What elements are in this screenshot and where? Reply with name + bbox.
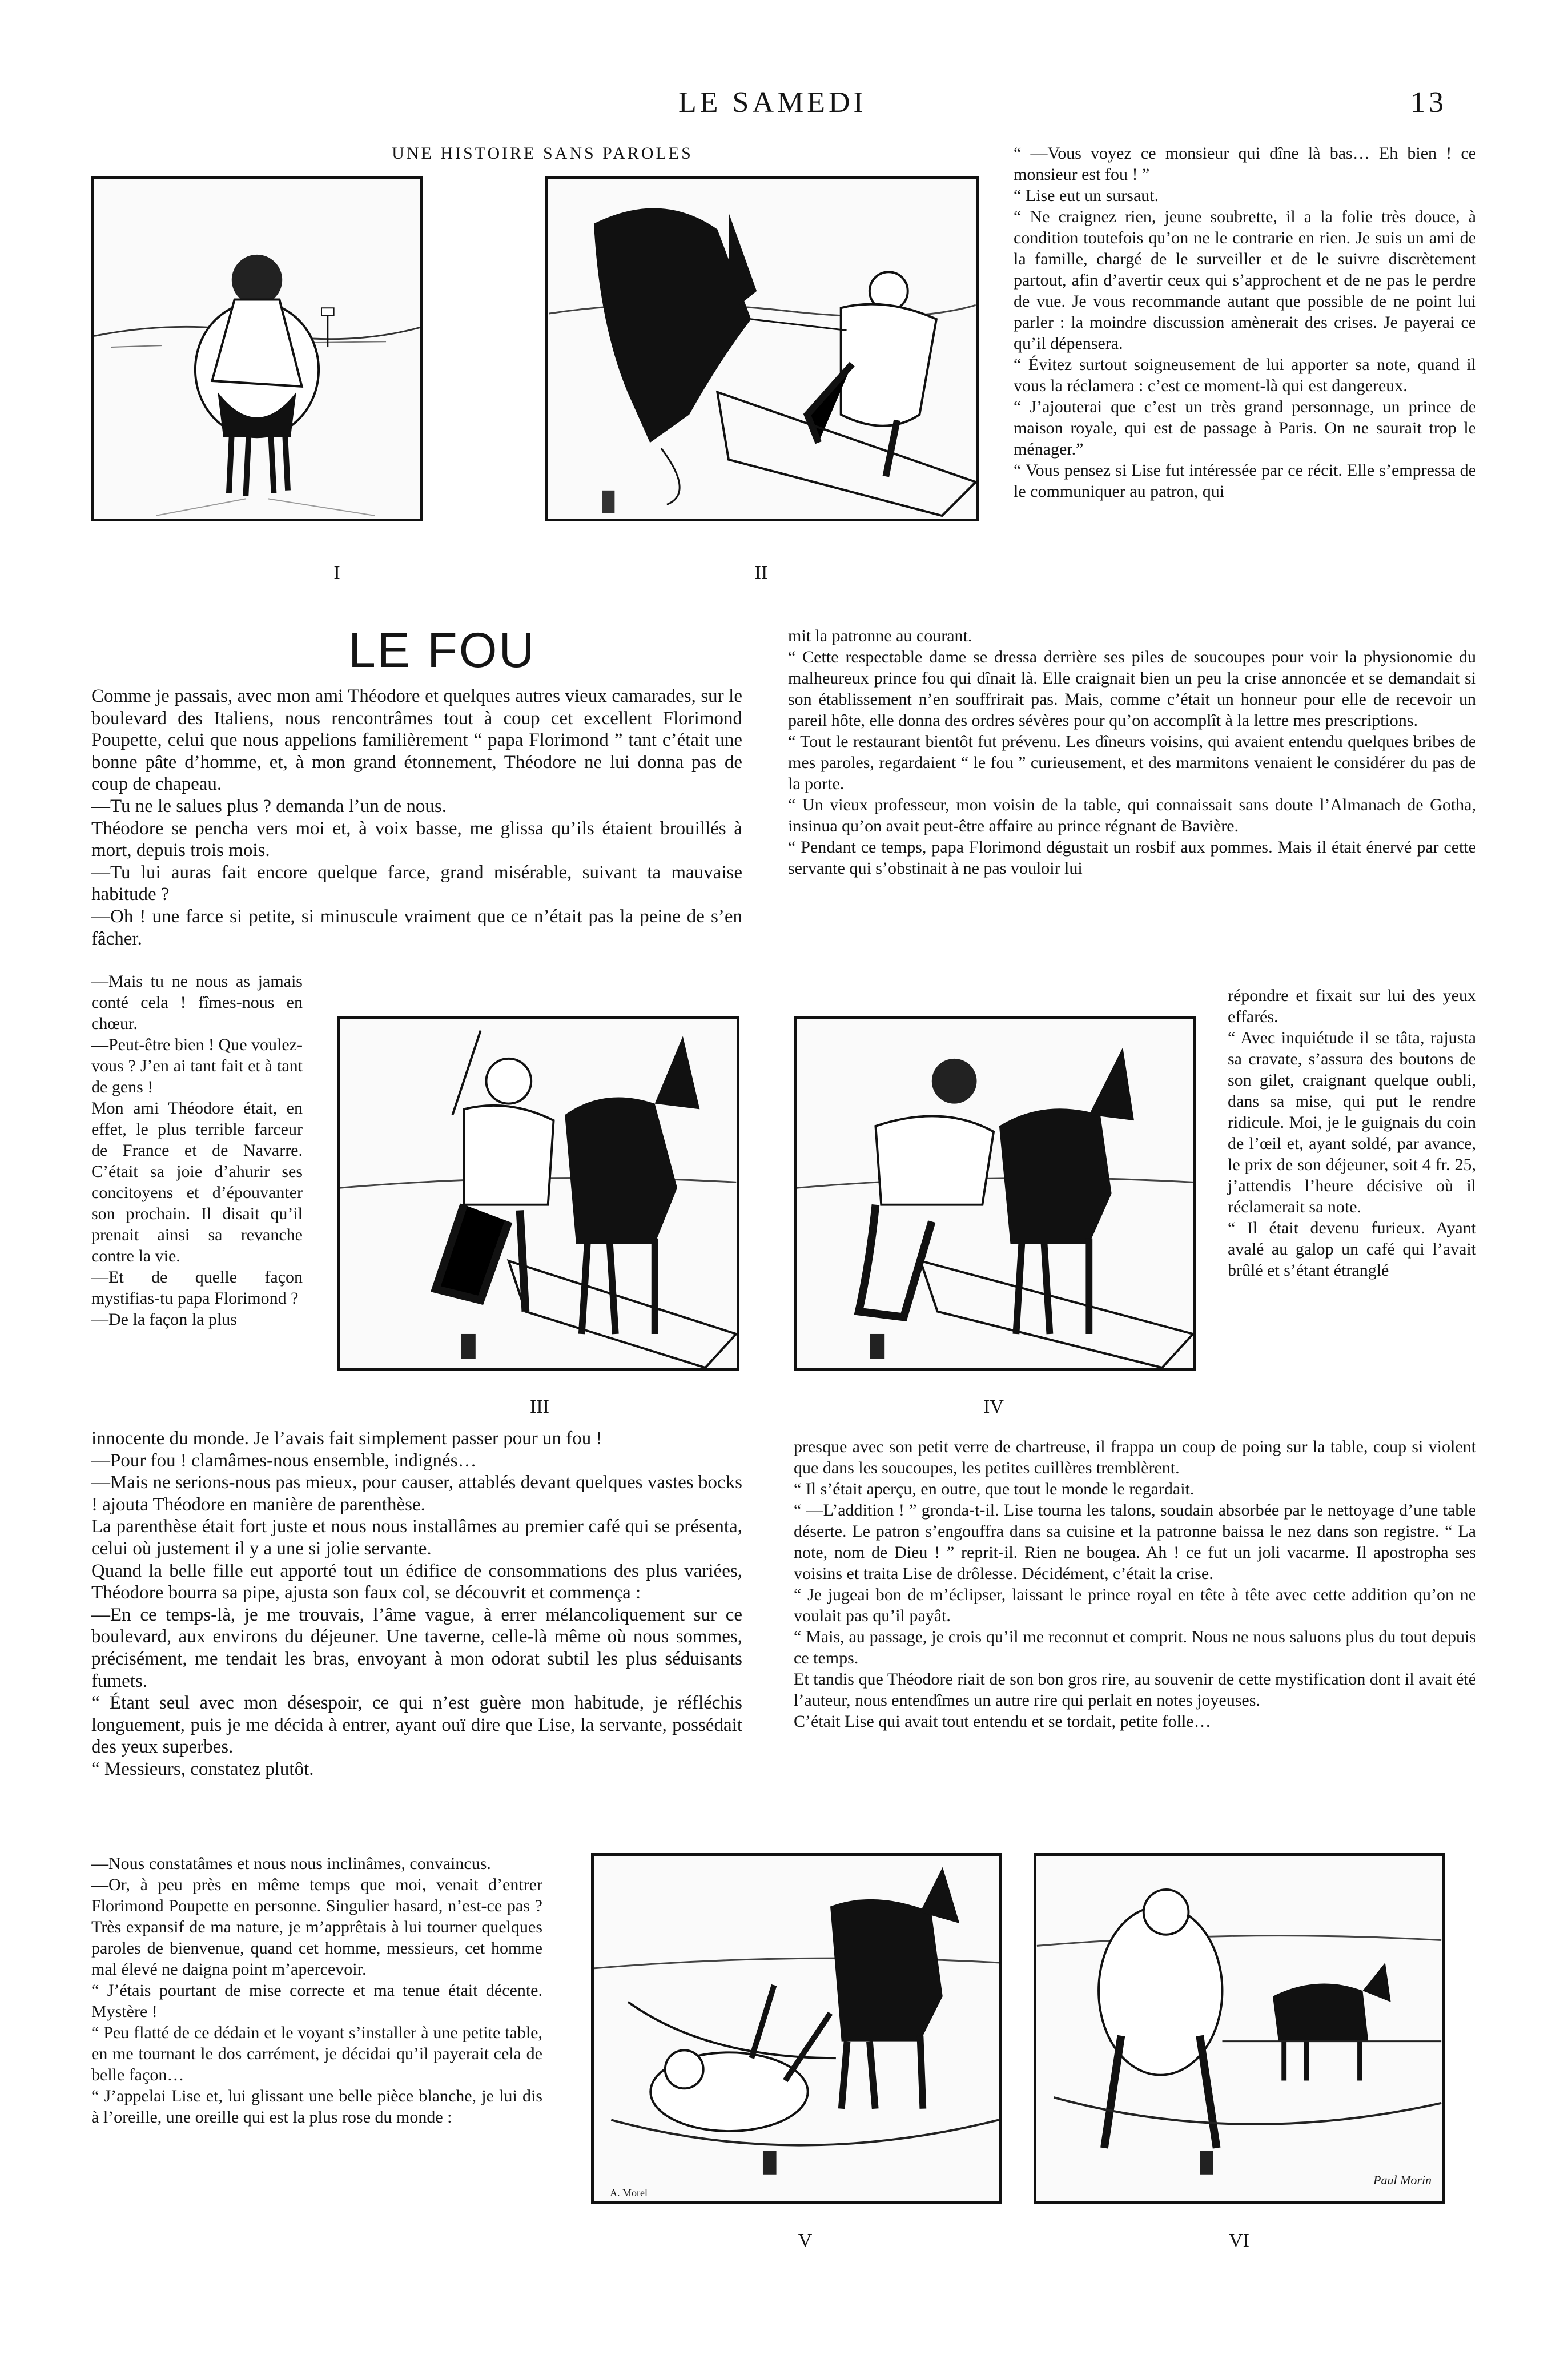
panel-label-4: IV xyxy=(983,1396,1004,1417)
paragraph: “ —Vous voyez ce monsieur qui dîne là bas… Eh bien ! ce monsieur est fou ! ” xyxy=(1014,144,1476,184)
page-number: 13 xyxy=(1410,86,1447,119)
panel-1-drawing xyxy=(94,179,420,519)
journal-title: LE SAMEDI xyxy=(678,86,867,119)
paragraph: —Mais ne serions-nous pas mieux, pour causer, attablés devant quelques vastes bocks ! ajouta Théodore en manière de parenthèse. xyxy=(91,1472,742,1515)
panel-label-5: V xyxy=(798,2230,813,2251)
panel-label-6: VI xyxy=(1229,2230,1249,2251)
article-column-right-bottom xyxy=(794,1436,1476,1732)
paragraph: Et tandis que Théodore riait de son bon gros rire, au souvenir de cette mystification dont il avait été l’auteur, nous entendîmes un autre rire qui perlait en notes joyeuses. xyxy=(794,1670,1476,1710)
paragraph: “ J’étais pourtant de mise correcte et ma tenue était décente. Mystère ! xyxy=(91,1981,542,2021)
paragraph: —En ce temps-là, je me trouvais, l’âme vague, à errer mélancoliquement sur ce boulevard, aux environs du déjeuner. Une taverne, celle-là même où nous sommes, précisément, me tendait les bras, envoyant à mon odorat subtil les plus séduisants fumets. xyxy=(91,1604,742,1691)
comic-panel-6 xyxy=(1034,1853,1445,2204)
paragraph: C’était Lise qui avait tout entendu et se tordait, petite folle… xyxy=(794,1712,1211,1731)
paragraph: “ Cette respectable dame se dressa derrière ses piles de soucoupes pour voir la physionomie du malheureux prince fou qui dînait là. Elle craignait bien un peu la crise annoncée et se demandait si son établissement n’en souffrirait pas. Mais, comme c’était un honneur pour elle de recevoir un pareil hôte, elle donna des ordres sévères pour qu’on accomplît à la lettre mes prescriptions. xyxy=(788,648,1476,730)
panel-2-drawing xyxy=(548,179,976,519)
paragraph: “ Un vieux professeur, mon voisin de la table, qui connaissait sans doute l’Almanach de Gotha, insinua qu’on avait peut-être affaire au prince régnant de Bavière. xyxy=(788,795,1476,835)
paragraph: “ Tout le restaurant bientôt fut prévenu. Les dîneurs voisins, qui avaient entendu quelques bribes de mes paroles, regardaient “ le fou ” curieusement, et des marmitons venaient le considérer du pas de la porte. xyxy=(788,732,1476,793)
paragraph: “ Évitez surtout soigneusement de lui apporter sa note, quand il vous la réclamera : c’est ce moment-là qui est dangereux. xyxy=(1014,355,1476,395)
paragraph: “ Avec inquiétude il se tâta, rajusta sa cravate, s’assura des boutons de son gilet, craignant quelque oubli, dans sa mise, qui put le rendre ridicule. Moi, je le guignais du coin de l’œil et, ayant soldé, par avance, le prix de son déjeuner, soit 4 fr. 25, j’attendis l’heure décisive où il réclamerait sa note. xyxy=(1228,1028,1476,1216)
paragraph: presque avec son petit verre de chartreuse, il frappa un coup de poing sur la table, coup si violent que dans les soucoupes, les petites cuillères tremblèrent. xyxy=(794,1437,1476,1477)
article-title: LE FOU xyxy=(348,623,536,678)
paragraph: —Oh ! une farce si petite, si minuscule vraiment que ce n’était pas la peine de s’en fâcher. xyxy=(91,906,742,949)
paragraph: “ Pendant ce temps, papa Florimond dégustait un rosbif aux pommes. Mais il était énervé par cette servante qui s’obstinait à ne pas vouloir lui xyxy=(788,838,1476,878)
paragraph: “ Messieurs, constatez plutôt. xyxy=(91,1758,314,1779)
paragraph: répondre et fixait sur lui des yeux effarés. xyxy=(1228,986,1476,1026)
panel-label-1: I xyxy=(333,562,340,584)
comic-panel-3 xyxy=(337,1016,739,1371)
paragraph: “ Il s’était aperçu, en outre, que tout le monde le regardait. xyxy=(794,1480,1195,1498)
paragraph: “ Peu flatté de ce dédain et le voyant s’installer à une petite table, en me tournant le dos carrément, je décidai qu’il payerait cela de belle façon… xyxy=(91,2023,542,2084)
panel-6-drawing xyxy=(1036,1856,1442,2201)
paragraph: “ Il était devenu furieux. Ayant avalé au galop un café qui l’avait brûlé et s’étant étranglé xyxy=(1228,1219,1476,1280)
series-title: UNE HISTOIRE SANS PAROLES xyxy=(392,144,693,163)
comic-panel-5 xyxy=(591,1853,1002,2204)
panel-signature: A. Morel xyxy=(610,2187,648,2199)
comic-panel-2 xyxy=(545,176,979,521)
paragraph: “ J’appelai Lise et, lui glissant une belle pièce blanche, je lui dis à l’oreille, une oreille qui est la plus rose du monde : xyxy=(91,2087,542,2127)
article-column-left-narrow xyxy=(91,971,303,1330)
paragraph: Théodore se pencha vers moi et, à voix basse, me glissa qu’ils étaient brouillés à mort, depuis trois mois. xyxy=(91,818,742,861)
panel-signature: Paul Morin xyxy=(1373,2173,1432,2187)
paragraph: “ Mais, au passage, je crois qu’il me reconnut et comprit. Nous ne nous saluons plus du tout depuis ce temps. xyxy=(794,1627,1476,1667)
paragraph: —Nous constatâmes et nous nous inclinâmes, convaincus. xyxy=(91,1854,491,1873)
panel-label-2: II xyxy=(754,562,768,584)
paragraph: —Peut-être bien ! Que voulez-vous ? J’en ai tant fait et à tant de gens ! xyxy=(91,1035,303,1096)
paragraph: Quand la belle fille eut apporté tout un édifice de consommations des plus variées, Théodore bourra sa pipe, ajusta son faux col, se découvrit et commença : xyxy=(91,1560,742,1604)
paragraph: “ —L’addition ! ” gronda-t-il. Lise tourna les talons, soudain absorbée par le nettoyage d’une table déserte. Le patron s’engouffra dans sa cuisine et la patronne baissa le nez dans son registre. “ La note, nom de Dieu ! ” reprit-il. Rien ne bougea. Ah ! ce fut un joli vacarme. Il apostropha ses voisins et traita Lise de drôlesse. Décidément, c’était la crise. xyxy=(794,1501,1476,1583)
paragraph: Mon ami Théodore était, en effet, le plus terrible farceur de France et de Navarre. C’était sa joie d’ahurir ses concitoyens et d’épouvanter son prochain. Il disait qu’il prenait ainsi sa revanche contre la vie. xyxy=(91,1099,303,1265)
paragraph: —De la façon la plus xyxy=(91,1310,237,1329)
paragraph: innocente du monde. Je l’avais fait simplement passer pour un fou ! xyxy=(91,1428,602,1449)
comic-panel-4 xyxy=(794,1016,1196,1371)
paragraph: “ Ne craignez rien, jeune soubrette, il a la folie très douce, à condition toutefois qu’on ne le contrarie en rien. Je suis un ami de la famille, chargé de le surveiller et de le suivre discrètement partout, afin d’avertir ceux qui s’approchent et de ne pas le perdre de vue. Je vous recommande autant que possible de ne point lui parler : la moindre discussion amènerait des crises. Je payerai ce qu’il dépensera. xyxy=(1014,207,1476,353)
paragraph: —Tu lui auras fait encore quelque farce, grand misérable, suivant ta mauvaise habitude ? xyxy=(91,862,742,905)
paragraph: —Mais tu ne nous as jamais conté cela ! fîmes-nous en chœur. xyxy=(91,972,303,1033)
article-column-right-wide xyxy=(788,625,1476,879)
paragraph: “ Vous pensez si Lise fut intéressée par ce récit. Elle s’empressa de le communiquer au patron, qui xyxy=(1014,461,1476,501)
paragraph: mit la patronne au courant. xyxy=(788,626,972,645)
paragraph: “ Étant seul avec mon désespoir, ce qui n’est guère mon habitude, je réfléchis longuement, puis je me décida à entrer, ayant ouï dire que Lise, la servante, possédait des yeux superbes. xyxy=(91,1693,742,1758)
article-column-left-bottom xyxy=(91,1853,542,2128)
paragraph: “ J’ajouterai que c’est un très grand personnage, un prince de maison royale, qui est de passage à Paris. On ne saurait trop le ménager.” xyxy=(1014,397,1476,459)
article-column-right-top xyxy=(1014,143,1476,502)
comic-panel-1 xyxy=(91,176,423,521)
article-column-left-top xyxy=(91,685,742,950)
panel-label-3: III xyxy=(530,1396,549,1417)
paragraph: “ Lise eut un sursaut. xyxy=(1014,186,1159,205)
article-column-right-narrow xyxy=(1228,985,1476,1281)
panel-5-drawing xyxy=(594,1856,999,2201)
paragraph: —Or, à peu près en même temps que moi, venait d’entrer Florimond Poupette en personne. Singulier hasard, n’est-ce pas ? Très expansif de ma nature, je m’apprêtais à lui tourner quelques paroles de bienvenue, quand cet homme, messieurs, cet homme mal élevé ne daigna point m’apercevoir. xyxy=(91,1875,542,1979)
article-column-left-mid xyxy=(91,1428,742,1781)
paragraph: —Et de quelle façon mystifias-tu papa Florimond ? xyxy=(91,1268,303,1308)
paragraph: —Tu ne le salues plus ? demanda l’un de nous. xyxy=(91,795,447,817)
paragraph: La parenthèse était fort juste et nous nous installâmes au premier café qui se présenta, celui où justement il y a une si jolie servante. xyxy=(91,1516,742,1559)
panel-4-drawing xyxy=(797,1019,1193,1368)
paragraph: —Pour fou ! clamâmes-nous ensemble, indignés… xyxy=(91,1450,477,1471)
paragraph: Comme je passais, avec mon ami Théodore et quelques autres vieux camarades, sur le boulevard des Italiens, nous rencontrâmes tout à coup cet excellent Florimond Poupette, celui que nous appelions familièrement “ papa Florimond ” tant c’était une bonne pâte d’homme, et, à mon grand étonnement, Théodore ne lui donna pas de coup de chapeau. xyxy=(91,686,742,795)
paragraph: “ Je jugeai bon de m’éclipser, laissant le prince royal en tête à tête avec cette addition qu’on ne voulait pas qu’il payât. xyxy=(794,1585,1476,1625)
panel-3-drawing xyxy=(340,1019,737,1368)
